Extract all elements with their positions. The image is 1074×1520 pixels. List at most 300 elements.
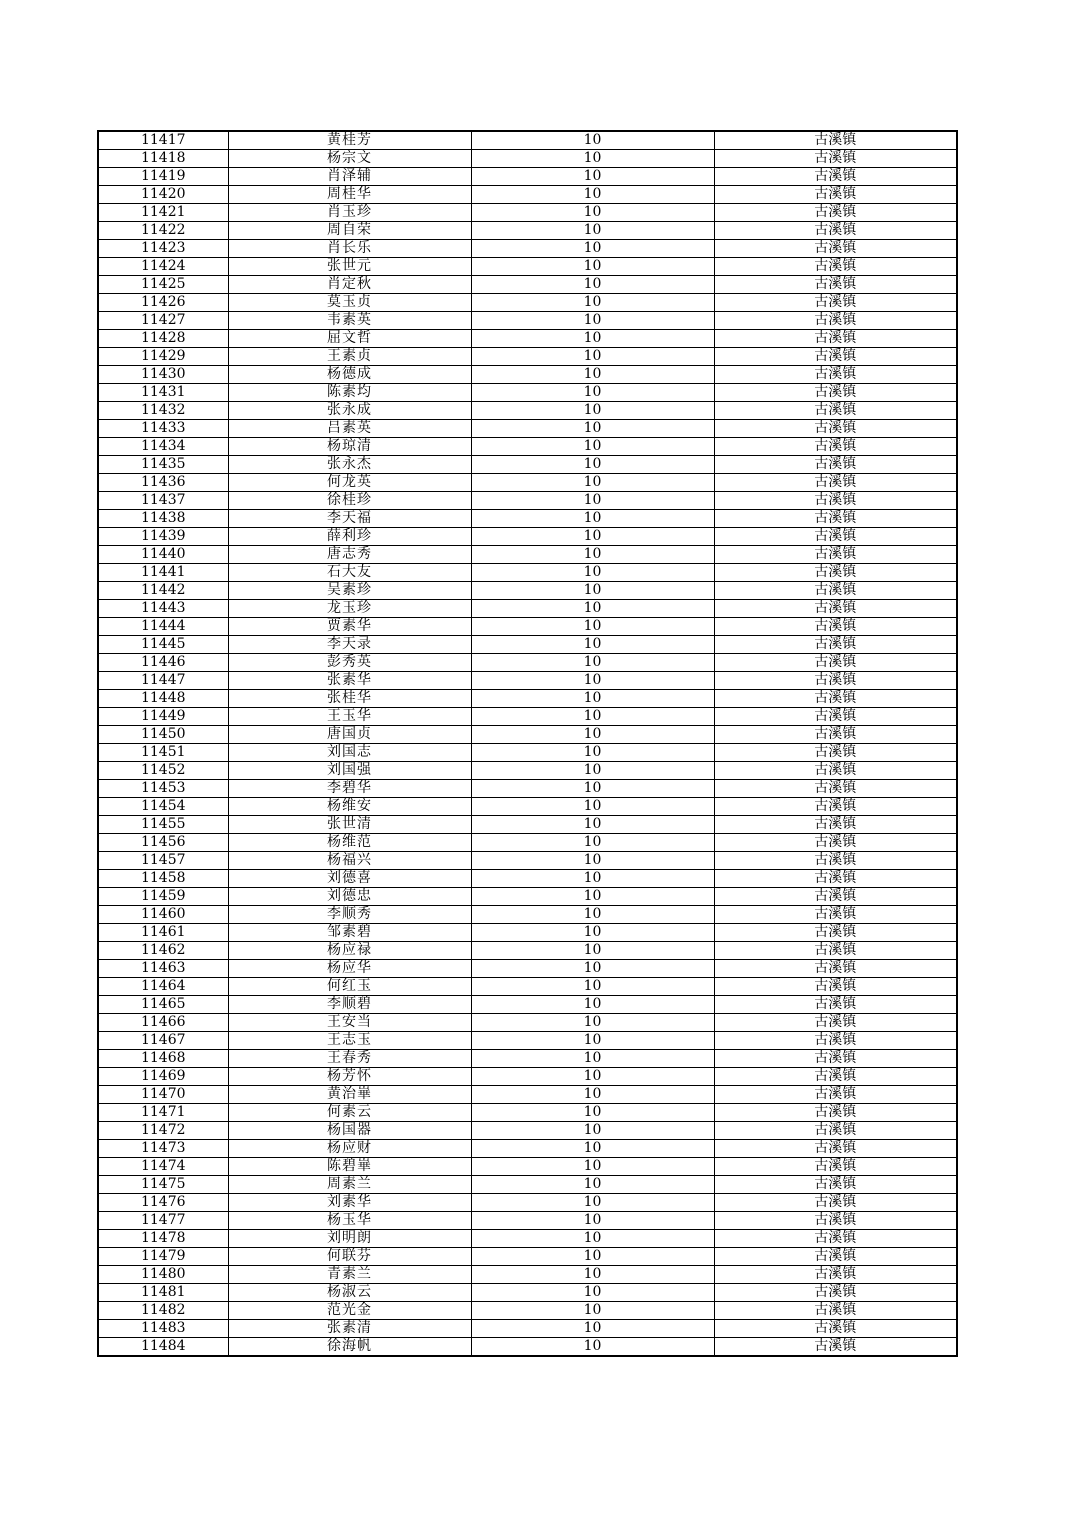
table-row xyxy=(98,978,957,996)
amount-cell: 10 xyxy=(471,906,714,924)
name-cell: 王志玉 xyxy=(228,1032,471,1050)
row-number-cell: 11428 xyxy=(98,330,228,348)
table-row xyxy=(98,168,957,186)
row-number-cell: 11425 xyxy=(98,276,228,294)
town-cell: 古溪镇 xyxy=(714,1032,957,1050)
name-cell: 张素华 xyxy=(228,672,471,690)
table-row xyxy=(98,510,957,528)
name-cell: 王安当 xyxy=(228,1014,471,1032)
table-row xyxy=(98,834,957,852)
town-cell: 古溪镇 xyxy=(714,348,957,366)
table-row xyxy=(98,420,957,438)
amount-cell: 10 xyxy=(471,1158,714,1176)
town-cell: 古溪镇 xyxy=(714,600,957,618)
amount-cell: 10 xyxy=(471,131,714,150)
amount-cell: 10 xyxy=(471,1302,714,1320)
name-cell: 邹素碧 xyxy=(228,924,471,942)
row-number-cell: 11483 xyxy=(98,1320,228,1338)
town-cell: 古溪镇 xyxy=(714,420,957,438)
town-cell: 古溪镇 xyxy=(714,888,957,906)
table-row xyxy=(98,816,957,834)
amount-cell: 10 xyxy=(471,1212,714,1230)
name-cell: 杨琼清 xyxy=(228,438,471,456)
table-row xyxy=(98,276,957,294)
row-number-cell: 11480 xyxy=(98,1266,228,1284)
row-number-cell: 11420 xyxy=(98,186,228,204)
name-cell: 肖定秋 xyxy=(228,276,471,294)
amount-cell: 10 xyxy=(471,1050,714,1068)
table-row xyxy=(98,1266,957,1284)
town-cell: 古溪镇 xyxy=(714,1014,957,1032)
table-row xyxy=(98,1248,957,1266)
amount-cell: 10 xyxy=(471,690,714,708)
table-row xyxy=(98,222,957,240)
amount-cell: 10 xyxy=(471,258,714,276)
amount-cell: 10 xyxy=(471,1122,714,1140)
town-cell: 古溪镇 xyxy=(714,222,957,240)
amount-cell: 10 xyxy=(471,834,714,852)
name-cell: 杨福兴 xyxy=(228,852,471,870)
row-number-cell: 11434 xyxy=(98,438,228,456)
town-cell: 古溪镇 xyxy=(714,834,957,852)
row-number-cell: 11482 xyxy=(98,1302,228,1320)
amount-cell: 10 xyxy=(471,564,714,582)
town-cell: 古溪镇 xyxy=(714,870,957,888)
row-number-cell: 11472 xyxy=(98,1122,228,1140)
town-cell: 古溪镇 xyxy=(714,744,957,762)
amount-cell: 10 xyxy=(471,438,714,456)
amount-cell: 10 xyxy=(471,888,714,906)
town-cell: 古溪镇 xyxy=(714,1068,957,1086)
town-cell: 古溪镇 xyxy=(714,546,957,564)
town-cell: 古溪镇 xyxy=(714,762,957,780)
name-cell: 杨宗文 xyxy=(228,150,471,168)
row-number-cell: 11423 xyxy=(98,240,228,258)
name-cell: 何联芬 xyxy=(228,1248,471,1266)
name-cell: 肖泽辅 xyxy=(228,168,471,186)
table-row xyxy=(98,1140,957,1158)
town-cell: 古溪镇 xyxy=(714,1212,957,1230)
row-number-cell: 11436 xyxy=(98,474,228,492)
row-number-cell: 11454 xyxy=(98,798,228,816)
town-cell: 古溪镇 xyxy=(714,402,957,420)
town-cell: 古溪镇 xyxy=(714,1050,957,1068)
amount-cell: 10 xyxy=(471,618,714,636)
table-row xyxy=(98,996,957,1014)
table-row xyxy=(98,131,957,150)
row-number-cell: 11437 xyxy=(98,492,228,510)
name-cell: 刘德喜 xyxy=(228,870,471,888)
table-row xyxy=(98,1284,957,1302)
town-cell: 古溪镇 xyxy=(714,456,957,474)
name-cell: 陈碧崋 xyxy=(228,1158,471,1176)
row-number-cell: 11484 xyxy=(98,1338,228,1357)
table-row xyxy=(98,564,957,582)
amount-cell: 10 xyxy=(471,420,714,438)
table-row xyxy=(98,582,957,600)
town-cell: 古溪镇 xyxy=(714,1158,957,1176)
amount-cell: 10 xyxy=(471,1284,714,1302)
name-cell: 张永杰 xyxy=(228,456,471,474)
row-number-cell: 11455 xyxy=(98,816,228,834)
town-cell: 古溪镇 xyxy=(714,312,957,330)
amount-cell: 10 xyxy=(471,996,714,1014)
amount-cell: 10 xyxy=(471,222,714,240)
table-row xyxy=(98,1122,957,1140)
table-row xyxy=(98,708,957,726)
table-row xyxy=(98,1050,957,1068)
table-row xyxy=(98,240,957,258)
name-cell: 周素兰 xyxy=(228,1176,471,1194)
town-cell: 古溪镇 xyxy=(714,474,957,492)
town-cell: 古溪镇 xyxy=(714,726,957,744)
town-cell: 古溪镇 xyxy=(714,636,957,654)
table-row xyxy=(98,798,957,816)
name-cell: 何红玉 xyxy=(228,978,471,996)
amount-cell: 10 xyxy=(471,672,714,690)
town-cell: 古溪镇 xyxy=(714,582,957,600)
town-cell: 古溪镇 xyxy=(714,510,957,528)
row-number-cell: 11474 xyxy=(98,1158,228,1176)
row-number-cell: 11468 xyxy=(98,1050,228,1068)
row-number-cell: 11465 xyxy=(98,996,228,1014)
town-cell: 古溪镇 xyxy=(714,131,957,150)
row-number-cell: 11438 xyxy=(98,510,228,528)
town-cell: 古溪镇 xyxy=(714,564,957,582)
table-row xyxy=(98,672,957,690)
amount-cell: 10 xyxy=(471,1086,714,1104)
row-number-cell: 11477 xyxy=(98,1212,228,1230)
name-cell: 杨芳怀 xyxy=(228,1068,471,1086)
table-row xyxy=(98,636,957,654)
name-cell: 莫玉贞 xyxy=(228,294,471,312)
name-cell: 李顺碧 xyxy=(228,996,471,1014)
table-row xyxy=(98,528,957,546)
name-cell: 杨玉华 xyxy=(228,1212,471,1230)
row-number-cell: 11430 xyxy=(98,366,228,384)
town-cell: 古溪镇 xyxy=(714,330,957,348)
name-cell: 李顺秀 xyxy=(228,906,471,924)
table-row xyxy=(98,1338,957,1357)
amount-cell: 10 xyxy=(471,348,714,366)
amount-cell: 10 xyxy=(471,150,714,168)
amount-cell: 10 xyxy=(471,492,714,510)
town-cell: 古溪镇 xyxy=(714,384,957,402)
row-number-cell: 11429 xyxy=(98,348,228,366)
row-number-cell: 11419 xyxy=(98,168,228,186)
town-cell: 古溪镇 xyxy=(714,1248,957,1266)
roster-table-body xyxy=(98,131,957,1356)
town-cell: 古溪镇 xyxy=(714,150,957,168)
amount-cell: 10 xyxy=(471,330,714,348)
amount-cell: 10 xyxy=(471,942,714,960)
amount-cell: 10 xyxy=(471,744,714,762)
table-row xyxy=(98,258,957,276)
name-cell: 石大友 xyxy=(228,564,471,582)
row-number-cell: 11481 xyxy=(98,1284,228,1302)
town-cell: 古溪镇 xyxy=(714,366,957,384)
name-cell: 刘素华 xyxy=(228,1194,471,1212)
row-number-cell: 11439 xyxy=(98,528,228,546)
name-cell: 黄桂芳 xyxy=(228,131,471,150)
table-row xyxy=(98,870,957,888)
name-cell: 吕素英 xyxy=(228,420,471,438)
row-number-cell: 11464 xyxy=(98,978,228,996)
town-cell: 古溪镇 xyxy=(714,654,957,672)
row-number-cell: 11475 xyxy=(98,1176,228,1194)
town-cell: 古溪镇 xyxy=(714,1284,957,1302)
amount-cell: 10 xyxy=(471,528,714,546)
town-cell: 古溪镇 xyxy=(714,1086,957,1104)
table-row xyxy=(98,1194,957,1212)
row-number-cell: 11457 xyxy=(98,852,228,870)
amount-cell: 10 xyxy=(471,1320,714,1338)
name-cell: 吴素珍 xyxy=(228,582,471,600)
row-number-cell: 11426 xyxy=(98,294,228,312)
table-row xyxy=(98,942,957,960)
table-row xyxy=(98,1212,957,1230)
town-cell: 古溪镇 xyxy=(714,492,957,510)
table-row xyxy=(98,348,957,366)
name-cell: 杨应禄 xyxy=(228,942,471,960)
amount-cell: 10 xyxy=(471,168,714,186)
amount-cell: 10 xyxy=(471,1140,714,1158)
name-cell: 何素云 xyxy=(228,1104,471,1122)
town-cell: 古溪镇 xyxy=(714,816,957,834)
table-row xyxy=(98,438,957,456)
amount-cell: 10 xyxy=(471,1068,714,1086)
name-cell: 肖长乐 xyxy=(228,240,471,258)
amount-cell: 10 xyxy=(471,312,714,330)
amount-cell: 10 xyxy=(471,1266,714,1284)
town-cell: 古溪镇 xyxy=(714,1194,957,1212)
amount-cell: 10 xyxy=(471,402,714,420)
amount-cell: 10 xyxy=(471,1032,714,1050)
row-number-cell: 11478 xyxy=(98,1230,228,1248)
name-cell: 青素兰 xyxy=(228,1266,471,1284)
table-row xyxy=(98,924,957,942)
row-number-cell: 11476 xyxy=(98,1194,228,1212)
table-row xyxy=(98,1104,957,1122)
table-row xyxy=(98,1230,957,1248)
row-number-cell: 11458 xyxy=(98,870,228,888)
table-row xyxy=(98,384,957,402)
table-row xyxy=(98,150,957,168)
name-cell: 王春秀 xyxy=(228,1050,471,1068)
town-cell: 古溪镇 xyxy=(714,168,957,186)
row-number-cell: 11470 xyxy=(98,1086,228,1104)
name-cell: 刘德忠 xyxy=(228,888,471,906)
table-row xyxy=(98,852,957,870)
row-number-cell: 11421 xyxy=(98,204,228,222)
name-cell: 何龙英 xyxy=(228,474,471,492)
town-cell: 古溪镇 xyxy=(714,1338,957,1357)
town-cell: 古溪镇 xyxy=(714,798,957,816)
row-number-cell: 11431 xyxy=(98,384,228,402)
table-row xyxy=(98,744,957,762)
town-cell: 古溪镇 xyxy=(714,294,957,312)
amount-cell: 10 xyxy=(471,726,714,744)
amount-cell: 10 xyxy=(471,456,714,474)
table-row xyxy=(98,906,957,924)
name-cell: 李天录 xyxy=(228,636,471,654)
town-cell: 古溪镇 xyxy=(714,1122,957,1140)
row-number-cell: 11459 xyxy=(98,888,228,906)
town-cell: 古溪镇 xyxy=(714,618,957,636)
town-cell: 古溪镇 xyxy=(714,438,957,456)
town-cell: 古溪镇 xyxy=(714,258,957,276)
town-cell: 古溪镇 xyxy=(714,780,957,798)
name-cell: 龙玉珍 xyxy=(228,600,471,618)
name-cell: 刘国志 xyxy=(228,744,471,762)
table-row xyxy=(98,762,957,780)
town-cell: 古溪镇 xyxy=(714,1266,957,1284)
row-number-cell: 11418 xyxy=(98,150,228,168)
amount-cell: 10 xyxy=(471,600,714,618)
table-row xyxy=(98,546,957,564)
table-row xyxy=(98,1086,957,1104)
row-number-cell: 11432 xyxy=(98,402,228,420)
name-cell: 王素贞 xyxy=(228,348,471,366)
town-cell: 古溪镇 xyxy=(714,996,957,1014)
town-cell: 古溪镇 xyxy=(714,672,957,690)
name-cell: 杨应财 xyxy=(228,1140,471,1158)
amount-cell: 10 xyxy=(471,276,714,294)
amount-cell: 10 xyxy=(471,780,714,798)
row-number-cell: 11433 xyxy=(98,420,228,438)
table-row xyxy=(98,186,957,204)
row-number-cell: 11473 xyxy=(98,1140,228,1158)
town-cell: 古溪镇 xyxy=(714,1176,957,1194)
name-cell: 杨国器 xyxy=(228,1122,471,1140)
amount-cell: 10 xyxy=(471,1248,714,1266)
row-number-cell: 11463 xyxy=(98,960,228,978)
row-number-cell: 11449 xyxy=(98,708,228,726)
row-number-cell: 11479 xyxy=(98,1248,228,1266)
table-row xyxy=(98,618,957,636)
amount-cell: 10 xyxy=(471,1176,714,1194)
town-cell: 古溪镇 xyxy=(714,942,957,960)
name-cell: 薛利珍 xyxy=(228,528,471,546)
row-number-cell: 11467 xyxy=(98,1032,228,1050)
amount-cell: 10 xyxy=(471,1338,714,1357)
row-number-cell: 11417 xyxy=(98,131,228,150)
town-cell: 古溪镇 xyxy=(714,276,957,294)
amount-cell: 10 xyxy=(471,294,714,312)
row-number-cell: 11451 xyxy=(98,744,228,762)
name-cell: 唐国贞 xyxy=(228,726,471,744)
name-cell: 周自荣 xyxy=(228,222,471,240)
amount-cell: 10 xyxy=(471,1194,714,1212)
table-row xyxy=(98,474,957,492)
row-number-cell: 11443 xyxy=(98,600,228,618)
name-cell: 贾素华 xyxy=(228,618,471,636)
table-row xyxy=(98,654,957,672)
name-cell: 杨德成 xyxy=(228,366,471,384)
table-row xyxy=(98,366,957,384)
name-cell: 刘国强 xyxy=(228,762,471,780)
name-cell: 刘明朗 xyxy=(228,1230,471,1248)
roster-table xyxy=(97,130,958,1357)
town-cell: 古溪镇 xyxy=(714,186,957,204)
table-row xyxy=(98,402,957,420)
row-number-cell: 11461 xyxy=(98,924,228,942)
town-cell: 古溪镇 xyxy=(714,690,957,708)
amount-cell: 10 xyxy=(471,654,714,672)
row-number-cell: 11469 xyxy=(98,1068,228,1086)
row-number-cell: 11452 xyxy=(98,762,228,780)
name-cell: 肖玉珍 xyxy=(228,204,471,222)
row-number-cell: 11453 xyxy=(98,780,228,798)
row-number-cell: 11422 xyxy=(98,222,228,240)
amount-cell: 10 xyxy=(471,708,714,726)
town-cell: 古溪镇 xyxy=(714,1230,957,1248)
row-number-cell: 11456 xyxy=(98,834,228,852)
row-number-cell: 11442 xyxy=(98,582,228,600)
table-row xyxy=(98,888,957,906)
town-cell: 古溪镇 xyxy=(714,852,957,870)
name-cell: 张世元 xyxy=(228,258,471,276)
name-cell: 李碧华 xyxy=(228,780,471,798)
name-cell: 徐海帆 xyxy=(228,1338,471,1357)
amount-cell: 10 xyxy=(471,510,714,528)
name-cell: 张永成 xyxy=(228,402,471,420)
table-row xyxy=(98,294,957,312)
row-number-cell: 11445 xyxy=(98,636,228,654)
amount-cell: 10 xyxy=(471,852,714,870)
name-cell: 王玉华 xyxy=(228,708,471,726)
town-cell: 古溪镇 xyxy=(714,1302,957,1320)
amount-cell: 10 xyxy=(471,582,714,600)
town-cell: 古溪镇 xyxy=(714,204,957,222)
amount-cell: 10 xyxy=(471,1230,714,1248)
amount-cell: 10 xyxy=(471,204,714,222)
amount-cell: 10 xyxy=(471,186,714,204)
town-cell: 古溪镇 xyxy=(714,924,957,942)
name-cell: 黄治崋 xyxy=(228,1086,471,1104)
amount-cell: 10 xyxy=(471,798,714,816)
name-cell: 杨维范 xyxy=(228,834,471,852)
table-row xyxy=(98,456,957,474)
name-cell: 杨维安 xyxy=(228,798,471,816)
name-cell: 陈素均 xyxy=(228,384,471,402)
row-number-cell: 11435 xyxy=(98,456,228,474)
town-cell: 古溪镇 xyxy=(714,1320,957,1338)
town-cell: 古溪镇 xyxy=(714,906,957,924)
amount-cell: 10 xyxy=(471,978,714,996)
amount-cell: 10 xyxy=(471,1014,714,1032)
amount-cell: 10 xyxy=(471,762,714,780)
amount-cell: 10 xyxy=(471,366,714,384)
table-row xyxy=(98,600,957,618)
table-row xyxy=(98,1068,957,1086)
amount-cell: 10 xyxy=(471,870,714,888)
town-cell: 古溪镇 xyxy=(714,528,957,546)
row-number-cell: 11460 xyxy=(98,906,228,924)
name-cell: 张素清 xyxy=(228,1320,471,1338)
amount-cell: 10 xyxy=(471,960,714,978)
town-cell: 古溪镇 xyxy=(714,960,957,978)
amount-cell: 10 xyxy=(471,1104,714,1122)
name-cell: 张桂华 xyxy=(228,690,471,708)
amount-cell: 10 xyxy=(471,240,714,258)
amount-cell: 10 xyxy=(471,384,714,402)
row-number-cell: 11440 xyxy=(98,546,228,564)
row-number-cell: 11441 xyxy=(98,564,228,582)
row-number-cell: 11450 xyxy=(98,726,228,744)
amount-cell: 10 xyxy=(471,636,714,654)
table-row xyxy=(98,492,957,510)
